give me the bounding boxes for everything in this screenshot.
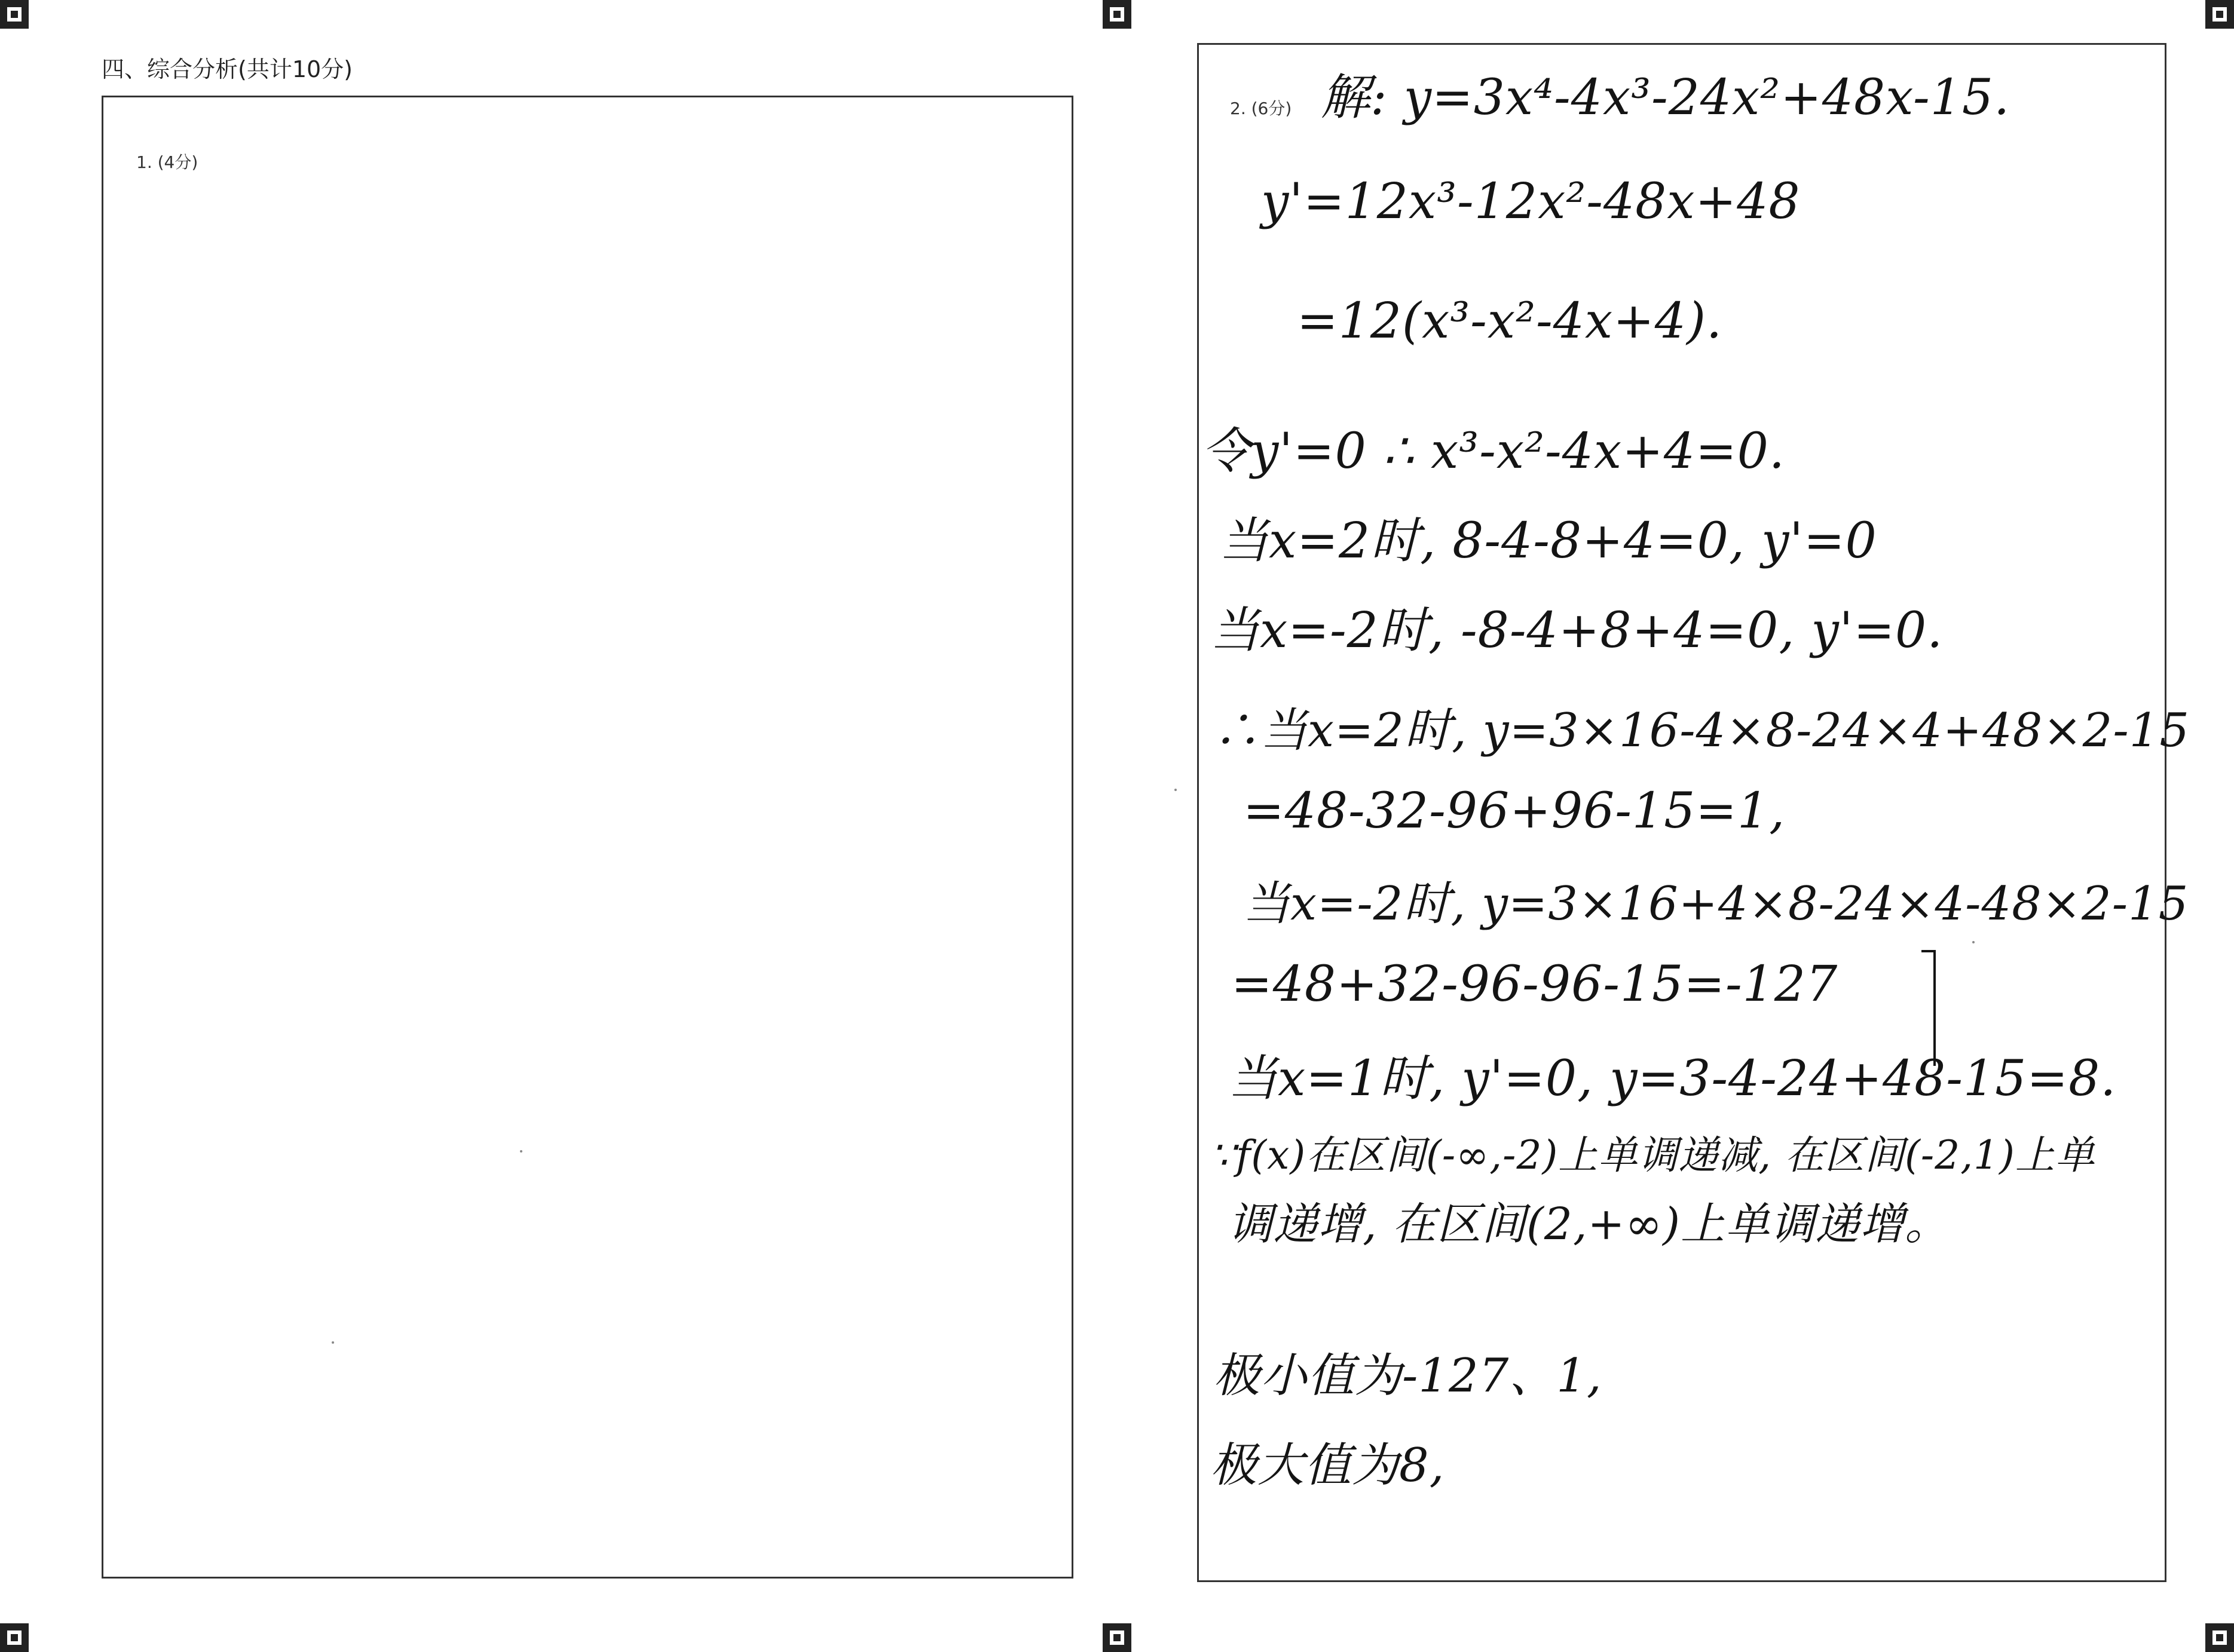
answer-line: 解: y=3x⁴-4x³-24x²+48x-15. xyxy=(1321,69,2010,126)
scan-speck xyxy=(332,1341,334,1344)
answer-line: ∴当x=2时, y=3×16-4×8-24×4+48×2-15 xyxy=(1213,704,2190,758)
answer-line: y'=12x³-12x²-48x+48 xyxy=(1261,173,1801,230)
registration-mark-bottom-right xyxy=(2205,1623,2234,1652)
registration-mark-bottom-center xyxy=(1103,1623,1131,1652)
registration-mark-top-right xyxy=(2205,0,2234,29)
answer-line: 当x=-2时, y=3×16+4×8-24×4-48×2-15 xyxy=(1243,877,2189,931)
answer-line: 当x=2时, 8-4-8+4=0, y'=0 xyxy=(1219,513,1877,569)
question-1-label: 1. (4分) xyxy=(136,152,198,172)
question-2-label: 2. (6分) xyxy=(1230,99,1292,118)
answer-line: =48-32-96+96-15=1, xyxy=(1243,783,1786,839)
registration-mark-bottom-left xyxy=(0,1623,29,1652)
answer-line: 调递增, 在区间(2,+∞)上单调递增。 xyxy=(1228,1199,1950,1250)
answer-line: ∵f(x)在区间(-∞,-2)上单调递减, 在区间(-2,1)上单 xyxy=(1210,1132,2095,1178)
section-title: 四、综合分析(共计10分) xyxy=(102,56,353,82)
scan-speck xyxy=(1972,941,1975,943)
answer-box-question-1 xyxy=(102,96,1073,1579)
scan-speck xyxy=(1174,789,1177,791)
scan-speck xyxy=(520,1150,522,1153)
answer-line: =12(x³-x²-4x+4). xyxy=(1297,293,1723,350)
answer-line: 令y'=0 ∴ x³-x²-4x+4=0. xyxy=(1201,423,1785,480)
registration-mark-top-center xyxy=(1103,0,1131,29)
answer-line: 当x=-2时, -8-4+8+4=0, y'=0. xyxy=(1210,602,1944,659)
answer-line: 当x=1时, y'=0, y=3-4-24+48-15=8. xyxy=(1228,1050,2117,1107)
registration-mark-top-left xyxy=(0,0,29,29)
answer-line: 极大值为8, xyxy=(1210,1439,1445,1492)
answer-line: =48+32-96-96-15=-127 xyxy=(1231,956,1838,1013)
answer-line: 极小值为-127、1, xyxy=(1213,1349,1602,1403)
